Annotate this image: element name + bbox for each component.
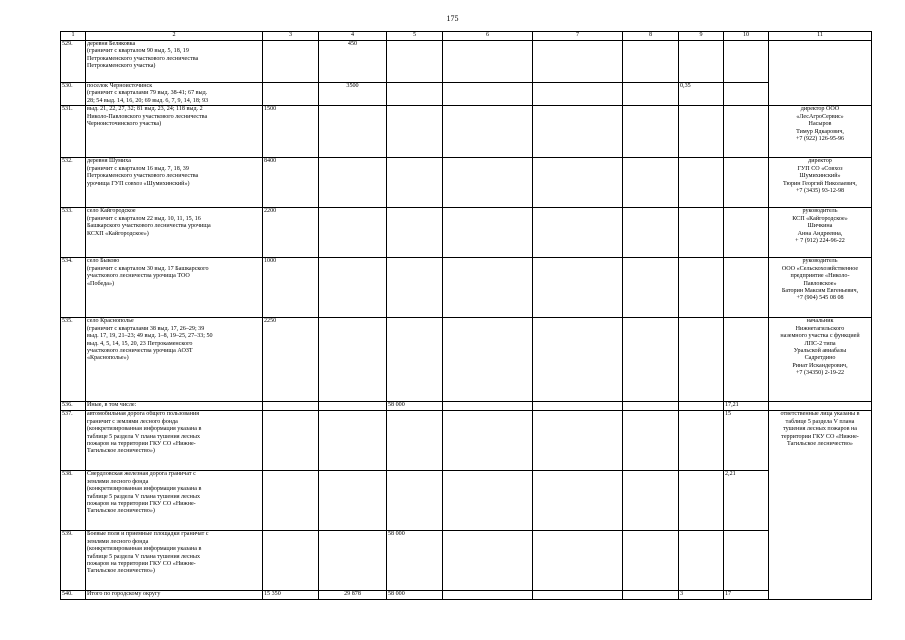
description-line: граничит с землями лесного фонда <box>87 418 178 425</box>
col4-value: 450 <box>319 41 387 83</box>
contact-line: Уральской авиабазы <box>793 347 847 354</box>
description-line: Николо-Павловского участкового лесничества <box>87 113 208 120</box>
col6-value <box>443 106 533 158</box>
col9-value <box>679 411 724 471</box>
col8-value <box>623 208 679 258</box>
header-cell: 11 <box>769 32 872 41</box>
col5-value <box>387 158 443 208</box>
description-line: село Кайгородское <box>87 208 136 215</box>
description-line: таблице 5 раздела V плана тушения лесных <box>87 493 201 500</box>
description-line: Тагильское лесничество») <box>87 508 155 515</box>
settlement-description <box>86 318 263 402</box>
description-line: (граничит с кварталом 22 выд. 10, 11, 15, 16 <box>87 215 201 222</box>
col7-value <box>533 258 623 318</box>
forest-fire-table <box>60 31 872 600</box>
settlement-description <box>86 471 263 531</box>
settlement-description <box>86 158 263 208</box>
contact-line: Ринат Искандерович, <box>792 362 848 369</box>
description-line: деревня Беляковка <box>87 41 136 47</box>
row-number: 536. <box>61 402 86 411</box>
contact-line: наземного участка с функцией <box>780 333 860 340</box>
row-number: 535. <box>61 318 86 402</box>
header-cell: 4 <box>319 32 387 41</box>
description-line: Свердловская железная дорога граничат с <box>87 471 196 478</box>
responsible-contact <box>769 106 872 158</box>
header-cell: 1 <box>61 32 86 41</box>
col9-value <box>679 106 724 158</box>
col8-value <box>623 471 679 531</box>
col6-value <box>443 531 533 591</box>
table-row <box>61 208 872 258</box>
row-number: 538. <box>61 471 86 531</box>
responsible-contact <box>769 41 872 106</box>
col3-value <box>263 402 319 411</box>
col5-value <box>387 471 443 531</box>
page-number: 175 <box>446 14 459 23</box>
col10-value <box>724 83 769 106</box>
col7-value <box>533 158 623 208</box>
col10-value <box>724 106 769 158</box>
description-line: село Быково <box>87 258 120 265</box>
contact-line: Шичкина <box>807 223 833 230</box>
col5-value: 58 000 <box>387 591 443 600</box>
contact-line: Насыров <box>808 121 832 128</box>
contact-line: Баторин Максим Евгеньевич, <box>781 287 859 294</box>
col6-value <box>443 208 533 258</box>
responsible-contact <box>769 411 872 600</box>
row-number: 534. <box>61 258 86 318</box>
col10-value: 15 <box>724 411 769 471</box>
description-line: землями лесного фонда <box>87 478 149 485</box>
col3-value: 2250 <box>263 318 319 402</box>
table-row <box>61 591 872 600</box>
col7-value <box>533 208 623 258</box>
col3-value: 2200 <box>263 208 319 258</box>
row-number: 532. <box>61 158 86 208</box>
col6-value <box>443 591 533 600</box>
table-row <box>61 41 872 83</box>
description-line: пожаров на территории ГКУ СО «Нижне- <box>87 560 196 567</box>
col9-value <box>679 402 724 411</box>
contact-line: тушения лесных пожаров на <box>783 426 857 433</box>
col3-value: 15 350 <box>263 591 319 600</box>
col4-value: 29 878 <box>319 591 387 600</box>
header-cell: 7 <box>533 32 623 41</box>
col4-value <box>319 531 387 591</box>
col8-value <box>623 411 679 471</box>
col8-value <box>623 83 679 106</box>
col8-value <box>623 402 679 411</box>
col5-value <box>387 106 443 158</box>
col5-value <box>387 318 443 402</box>
col3-value <box>263 471 319 531</box>
col6-value <box>443 411 533 471</box>
header-cell: 6 <box>443 32 533 41</box>
contact-line: Шумихинский» <box>799 173 841 180</box>
row-number: 531. <box>61 106 86 158</box>
responsible-contact <box>769 318 872 402</box>
col6-value <box>443 41 533 83</box>
description-line: (конкретизированная информация указана в <box>87 486 202 493</box>
contact-line: Нижнетагильского <box>795 325 845 332</box>
col7-value <box>533 83 623 106</box>
responsible-contact <box>769 158 872 208</box>
settlement-description <box>86 402 263 411</box>
table-row <box>61 158 872 208</box>
description-line: выд. 4, 5, 14, 15, 20, 23 Петрокаменского <box>87 340 193 347</box>
col3-value: 1000 <box>263 258 319 318</box>
col10-value <box>724 531 769 591</box>
col8-value <box>623 106 679 158</box>
description-line: «Краснополье») <box>87 355 129 362</box>
description-line: Петрокаменского участка) <box>87 63 156 70</box>
col7-value <box>533 106 623 158</box>
settlement-description <box>86 41 263 83</box>
col8-value <box>623 258 679 318</box>
col10-value <box>724 208 769 258</box>
col9-value <box>679 318 724 402</box>
description-line: 28; 54 выд. 14, 16, 20; 69 выд. 6, 7, 9, 14, 18; 93 <box>87 97 209 104</box>
description-line: участкового лесничества урочища ТОО <box>87 273 190 280</box>
col10-value <box>724 158 769 208</box>
description-line: (конкретизированная информация указана в <box>87 546 202 553</box>
description-line: Боевые поля и приемные площадки граничат с <box>87 531 209 538</box>
col5-value <box>387 411 443 471</box>
description-line: пожаров на территории ГКУ СО «Нижне- <box>87 440 196 447</box>
col4-value <box>319 158 387 208</box>
col8-value <box>623 158 679 208</box>
col5-value <box>387 208 443 258</box>
col4-value: 3500 <box>319 83 387 106</box>
responsible-contact <box>769 258 872 318</box>
col8-value <box>623 591 679 600</box>
contact-line: +7 (3435) 93-12-98 <box>795 187 845 194</box>
col9-value <box>679 258 724 318</box>
table-row <box>61 258 872 318</box>
col8-value <box>623 318 679 402</box>
contact-line: +7 (904) 545 08 08 <box>796 295 844 302</box>
description-line: (граничит с кварталом 30 выд. 17 Башкарского <box>87 265 209 272</box>
settlement-description <box>86 591 263 600</box>
description-line: деревня Шумиха <box>87 158 131 165</box>
col9-value <box>679 471 724 531</box>
description-line: (граничит с кварталами 38 выд. 17, 26–29; 39 <box>87 325 205 332</box>
col6-value <box>443 402 533 411</box>
settlement-description <box>86 208 263 258</box>
contact-line: руководитель <box>802 208 838 215</box>
col7-value <box>533 318 623 402</box>
col3-value <box>263 83 319 106</box>
settlement-description <box>86 83 263 106</box>
col5-value <box>387 258 443 318</box>
col5-value <box>387 41 443 83</box>
col3-value <box>263 411 319 471</box>
col5-value: 58 000 <box>387 531 443 591</box>
col9-value <box>679 531 724 591</box>
contact-line: ООО «Сельскохозяйственное <box>781 265 859 272</box>
description-line: таблице 5 раздела V плана тушения лесных <box>87 553 201 560</box>
row-number: 537. <box>61 411 86 471</box>
contact-line: территории ГКУ СО «Нижне- <box>781 433 859 440</box>
col7-value <box>533 402 623 411</box>
row-number: 533. <box>61 208 86 258</box>
contact-line: директор <box>808 158 832 165</box>
row-number: 540. <box>61 591 86 600</box>
description-line: Башкарского участкового лесничества урочища <box>87 223 211 230</box>
col4-value <box>319 471 387 531</box>
table-row <box>61 402 872 411</box>
col7-value <box>533 471 623 531</box>
contact-line: Тагильское лесничество» <box>787 440 853 447</box>
col3-value <box>263 531 319 591</box>
table-row <box>61 318 872 402</box>
description-line: Иные, в том числе: <box>87 402 137 409</box>
col4-value <box>319 411 387 471</box>
col10-value: 17,21 <box>724 402 769 411</box>
col9-value <box>679 208 724 258</box>
contact-line: директор ООО <box>800 106 840 113</box>
contact-line: ГУП СО «Совхоз <box>797 165 843 172</box>
col9-value <box>679 41 724 83</box>
description-line: пожаров на территории ГКУ СО «Нижне- <box>87 500 196 507</box>
col8-value <box>623 41 679 83</box>
contact-line: начальник <box>806 318 834 325</box>
header-cell: 3 <box>263 32 319 41</box>
col6-value <box>443 471 533 531</box>
contact-line: руководитель <box>802 258 838 265</box>
description-line: землями лесного фонда <box>87 538 149 545</box>
col9-value: 3 <box>679 591 724 600</box>
contact-line: +7 (34350) 2-19-22 <box>795 370 845 377</box>
header-cell: 5 <box>387 32 443 41</box>
col6-value <box>443 258 533 318</box>
contact-line: ЛПС-2 типа <box>804 340 836 347</box>
contact-line: + 7 (912) 224-96-22 <box>795 237 845 244</box>
table-row <box>61 83 872 106</box>
header-cell: 10 <box>724 32 769 41</box>
description-line: КСХП «Кайгородское») <box>87 230 149 237</box>
contact-line: ответственные лица указаны в <box>780 411 860 418</box>
col10-value: 2,21 <box>724 471 769 531</box>
col7-value <box>533 411 623 471</box>
description-line: Петрокаменского участкового лесничества <box>87 55 199 62</box>
col6-value <box>443 83 533 106</box>
description-line: поселок Черноисточинск <box>87 83 153 89</box>
row-number: 529. <box>61 41 86 83</box>
description-line: выд. 17, 19, 21–23; 49 выд. 1–8, 19–25, 27–33; 50 <box>87 333 213 340</box>
responsible-contact <box>769 208 872 258</box>
col10-value: 17 <box>724 591 769 600</box>
col5-value <box>387 83 443 106</box>
table-row <box>61 531 872 591</box>
description-line: (конкретизированная информация указана в <box>87 426 202 433</box>
description-line: село Краснополье <box>87 318 134 325</box>
col4-value <box>319 208 387 258</box>
contact-line: Павловское» <box>803 280 837 287</box>
settlement-description <box>86 106 263 158</box>
col10-value <box>724 258 769 318</box>
contact-line: таблице 5 раздела V плана <box>785 418 855 425</box>
description-line: Тагильское лесничество») <box>87 448 155 455</box>
description-line: (граничит с кварталами 79 выд. 38-41; 67 выд. <box>87 90 208 97</box>
contact-line: Анна Андреевна, <box>797 230 843 237</box>
col7-value <box>533 531 623 591</box>
col3-value: 8400 <box>263 158 319 208</box>
responsible-contact <box>769 402 872 411</box>
col10-value <box>724 41 769 83</box>
description-line: (граничит с кварталом 16 выд. 7, 18, 39 <box>87 165 189 172</box>
col3-value <box>263 41 319 83</box>
header-cell: 9 <box>679 32 724 41</box>
settlement-description <box>86 258 263 318</box>
col10-value <box>724 318 769 402</box>
contact-line: Тимур Ядкарович, <box>796 128 844 135</box>
col3-value: 1500 <box>263 106 319 158</box>
col4-value <box>319 106 387 158</box>
settlement-description <box>86 531 263 591</box>
description-line: Итого по городскому округу <box>87 591 161 598</box>
col5-value: 58 000 <box>387 402 443 411</box>
description-line: урочища ГУП совхоз «Шумихинский») <box>87 180 190 187</box>
description-line: таблице 5 раздела V плана тушения лесных <box>87 433 201 440</box>
contact-line: «ЛесАгроСервис» <box>796 113 844 120</box>
col9-value: 0,35 <box>679 83 724 106</box>
header-row <box>61 32 872 41</box>
contact-line: +7 (922) 126-95-96 <box>795 135 845 142</box>
description-line: (граничит с кварталом 90 выд. 5, 18, 19 <box>87 48 189 55</box>
col8-value <box>623 531 679 591</box>
col6-value <box>443 318 533 402</box>
table-row <box>61 411 872 471</box>
col9-value <box>679 158 724 208</box>
table-row <box>61 471 872 531</box>
table-row <box>61 106 872 158</box>
header-cell: 2 <box>86 32 263 41</box>
col4-value <box>319 318 387 402</box>
col6-value <box>443 158 533 208</box>
contact-line: КСП «Кайгородское» <box>792 215 848 222</box>
description-line: автомобильная дорога общего пользования <box>87 411 200 418</box>
description-line: Черноисточинского участка) <box>87 121 162 128</box>
description-line: участкового лесничества урочища АОЗТ <box>87 347 193 354</box>
col7-value <box>533 41 623 83</box>
contact-line: Садретдино <box>804 355 836 362</box>
row-number: 539. <box>61 531 86 591</box>
contact-line: Тюрин Георгий Николаевич, <box>783 180 857 187</box>
contact-line: предприятие «Николо- <box>790 273 850 280</box>
description-line: Тагильское лесничество») <box>87 568 155 575</box>
col4-value <box>319 402 387 411</box>
settlement-description <box>86 411 263 471</box>
description-line: выд. 21, 22, 27, 32; 81 выд. 23, 24; 118 выд. 2 <box>87 106 203 113</box>
col4-value <box>319 258 387 318</box>
header-cell: 8 <box>623 32 679 41</box>
description-line: «Победа») <box>87 280 115 287</box>
description-line: Петрокаменского участкового лесничества <box>87 173 199 180</box>
row-number: 530. <box>61 83 86 106</box>
col7-value <box>533 591 623 600</box>
